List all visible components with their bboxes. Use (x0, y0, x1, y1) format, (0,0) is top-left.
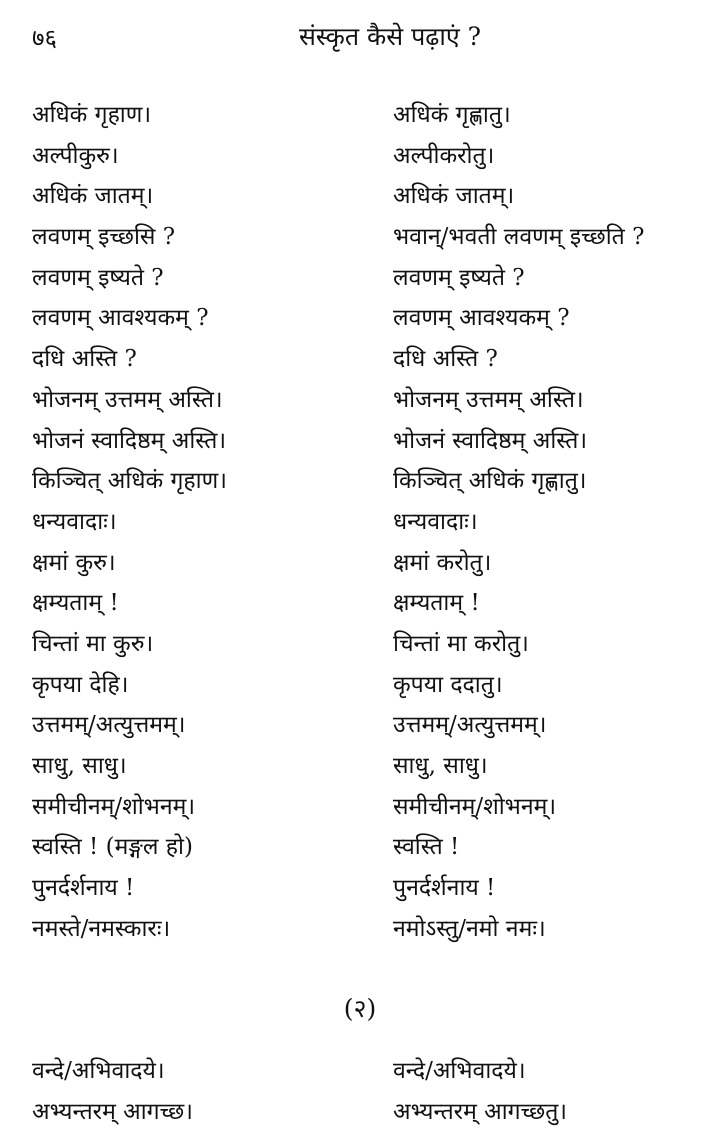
phrase-row (32, 627, 702, 668)
phrase-row (32, 505, 702, 546)
phrase-informal: समीचीनम्/शोभनम्। (32, 793, 196, 820)
phrase-row (32, 790, 702, 831)
phrase-formal: भोजनम् उत्तमम् अस्ति। (393, 386, 584, 413)
phrase-informal: स्वस्ति ! (मङ्गल हो) (32, 834, 193, 861)
phrase-row (32, 871, 702, 912)
phrase-row (32, 342, 702, 383)
phrase-formal: लवणम् इष्यते ? (393, 264, 525, 291)
phrase-informal: साधु, साधु। (32, 753, 127, 779)
phrase-row (32, 546, 702, 587)
phrase-informal: भोजनं स्वादिष्ठम् अस्ति। (32, 427, 227, 454)
phrase-formal: किञ्चित् अधिकं गृह्णातु। (393, 468, 587, 495)
phrase-formal: नमोऽस्तु/नमो नमः। (393, 915, 546, 942)
phrase-formal: उत्तमम्/अत्युत्तमम्। (393, 712, 547, 739)
phrase-row (32, 220, 702, 261)
phrase-informal: कृपया देहि। (32, 671, 129, 698)
phrase-formal: क्षमां करोतु। (393, 549, 492, 576)
page-number: ७६ (32, 24, 57, 52)
phrase-row (32, 1095, 702, 1136)
phrase-table-section-2 (32, 1054, 702, 1136)
phrase-row (32, 830, 702, 871)
phrase-row (32, 424, 702, 465)
phrase-formal: लवणम् आवश्यकम् ? (393, 305, 570, 332)
phrase-row (32, 383, 702, 424)
phrase-row (32, 749, 702, 790)
phrase-row (32, 98, 702, 139)
phrase-informal: अधिकं जातम्। (32, 183, 154, 210)
phrase-formal: अधिकं गृह्णातु। (393, 102, 511, 128)
phrase-formal: अधिकं जातम्। (393, 183, 515, 210)
phrase-row (32, 464, 702, 505)
phrase-informal: अल्पीकुरु। (32, 142, 119, 169)
phrase-formal: दधि अस्ति ? (393, 346, 498, 373)
phrase-table-section-1 (32, 98, 702, 952)
phrase-informal: किञ्चित् अधिकं गृहाण। (32, 468, 227, 495)
phrase-row (32, 586, 702, 627)
phrase-informal: अधिकं गृहाण। (32, 102, 152, 128)
phrase-informal: लवणम् आवश्यकम् ? (32, 305, 209, 332)
phrase-row (32, 179, 702, 220)
phrase-informal: पुनर्दर्शनाय ! (32, 875, 135, 902)
phrase-formal: धन्यवादाः। (393, 508, 478, 535)
phrase-formal: पुनर्दर्शनाय ! (393, 875, 496, 902)
phrase-formal: भवान्/भवती लवणम् इच्छति ? (393, 224, 645, 251)
phrase-formal: अल्पीकरोतु। (393, 142, 495, 169)
phrase-row (32, 912, 702, 953)
phrase-informal: धन्यवादाः। (32, 508, 117, 535)
phrase-formal: समीचीनम्/शोभनम्। (393, 793, 557, 820)
phrase-formal: वन्दे/अभिवादये। (393, 1058, 526, 1084)
phrase-informal: क्षमां कुरु। (32, 549, 116, 576)
phrase-informal: भोजनम् उत्तमम् अस्ति। (32, 386, 223, 413)
phrase-row (32, 139, 702, 180)
phrase-informal: लवणम् इच्छसि ? (32, 224, 176, 251)
phrase-formal: स्वस्ति ! (393, 834, 460, 861)
running-title: संस्कृत कैसे पढ़ाएं ? (299, 22, 481, 51)
phrase-informal: लवणम् इष्यते ? (32, 264, 164, 291)
phrase-row (32, 708, 702, 749)
phrase-informal: उत्तमम्/अत्युत्तमम्। (32, 712, 186, 739)
phrase-informal: नमस्ते/नमस्कारः। (32, 915, 171, 942)
phrase-informal: अभ्यन्तरम् आगच्छ। (32, 1099, 193, 1125)
phrase-informal: क्षम्यताम् ! (32, 590, 119, 617)
phrase-formal: भोजनं स्वादिष्ठम् अस्ति। (393, 427, 588, 454)
phrase-row (32, 261, 702, 302)
phrase-formal: साधु, साधु। (393, 753, 488, 779)
phrase-informal: दधि अस्ति ? (32, 346, 137, 373)
phrase-row (32, 1054, 702, 1095)
phrase-formal: अभ्यन्तरम् आगच्छतु। (393, 1099, 568, 1125)
phrase-formal: क्षम्यताम् ! (393, 590, 480, 617)
phrase-row (32, 301, 702, 342)
phrase-informal: वन्दे/अभिवादये। (32, 1058, 165, 1084)
section-heading: (२) (343, 994, 377, 1023)
phrase-formal: कृपया ददातु। (393, 671, 503, 698)
phrase-formal: चिन्तां मा करोतु। (393, 630, 529, 657)
phrase-row (32, 668, 702, 709)
phrase-informal: चिन्तां मा कुरु। (32, 630, 154, 657)
